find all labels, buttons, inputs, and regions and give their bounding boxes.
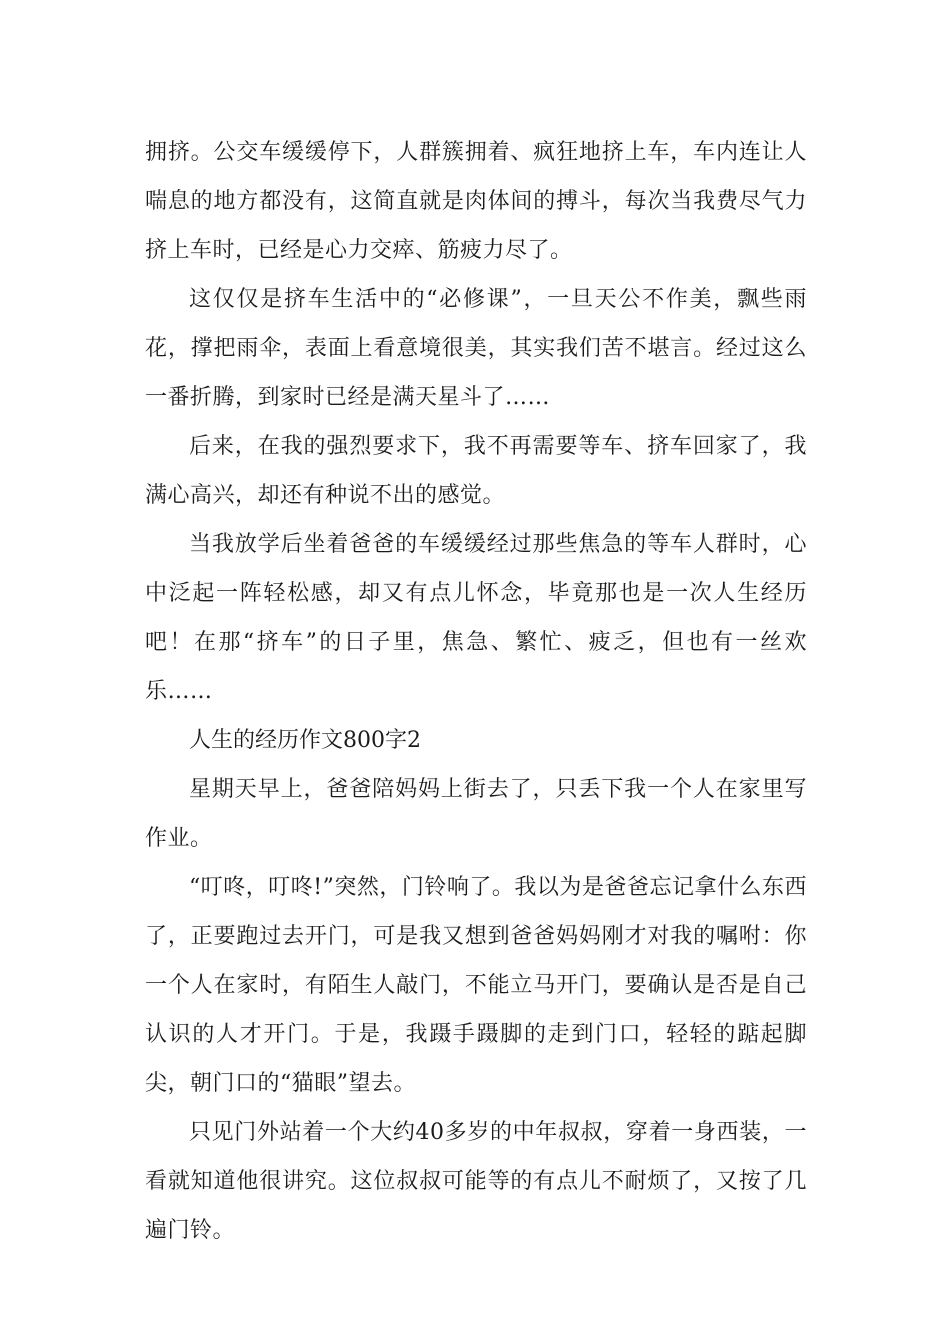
paragraph-1: 拥挤。公交车缓缓停下，人群簇拥着、疯狂地挤上车，车内连让人喘息的地方都没有，这简直就是肉体间的搏斗，每次当我费尽气力挤上车时，已经是心力交瘁、筋疲力尽了。 [145, 140, 807, 263]
document-body [145, 128, 807, 1255]
paragraph-4: 当我放学后坐着爸爸的车缓缓经过那些焦急的等车人群时，心中泛起一阵轻松感，却又有点儿怀念，毕竟那也是一次人生经历吧！在那“挤车”的日子里，焦急、繁忙、疲乏，但也有一丝欢乐…… [145, 532, 807, 704]
paragraph-5: 星期天早上，爸爸陪妈妈上街去了，只丢下我一个人在家里写作业。 [145, 777, 807, 851]
paragraph-6: “叮咚，叮咚!”突然，门铃响了。我以为是爸爸忘记拿什么东西了，正要跑过去开门，可是我又想到爸爸妈妈刚才对我的嘱咐：你一个人在家时，有陌生人敲门，不能立马开门，要确认是否是自己认识的人才开门。于是，我蹑手蹑脚的走到门口，轻轻的踮起脚尖，朝门口的“猫眼”望去。 [145, 875, 807, 1096]
paragraph-7: 只见门外站着一个大约40多岁的中年叔叔，穿着一身西装，一看就知道他很讲究。这位叔叔可能等的有点儿不耐烦了，又按了几遍门铃。 [145, 1120, 807, 1243]
paragraph-3: 后来，在我的强烈要求下，我不再需要等车、挤车回家了，我满心高兴，却还有种说不出的感觉。 [145, 434, 807, 508]
paragraph-2: 这仅仅是挤车生活中的“必修课”，一旦天公不作美，飘些雨花，撑把雨伞，表面上看意境很美，其实我们苦不堪言。经过这么一番折腾，到家时已经是满天星斗了…… [145, 287, 807, 410]
section-heading: 人生的经历作文800字2 [189, 728, 421, 753]
